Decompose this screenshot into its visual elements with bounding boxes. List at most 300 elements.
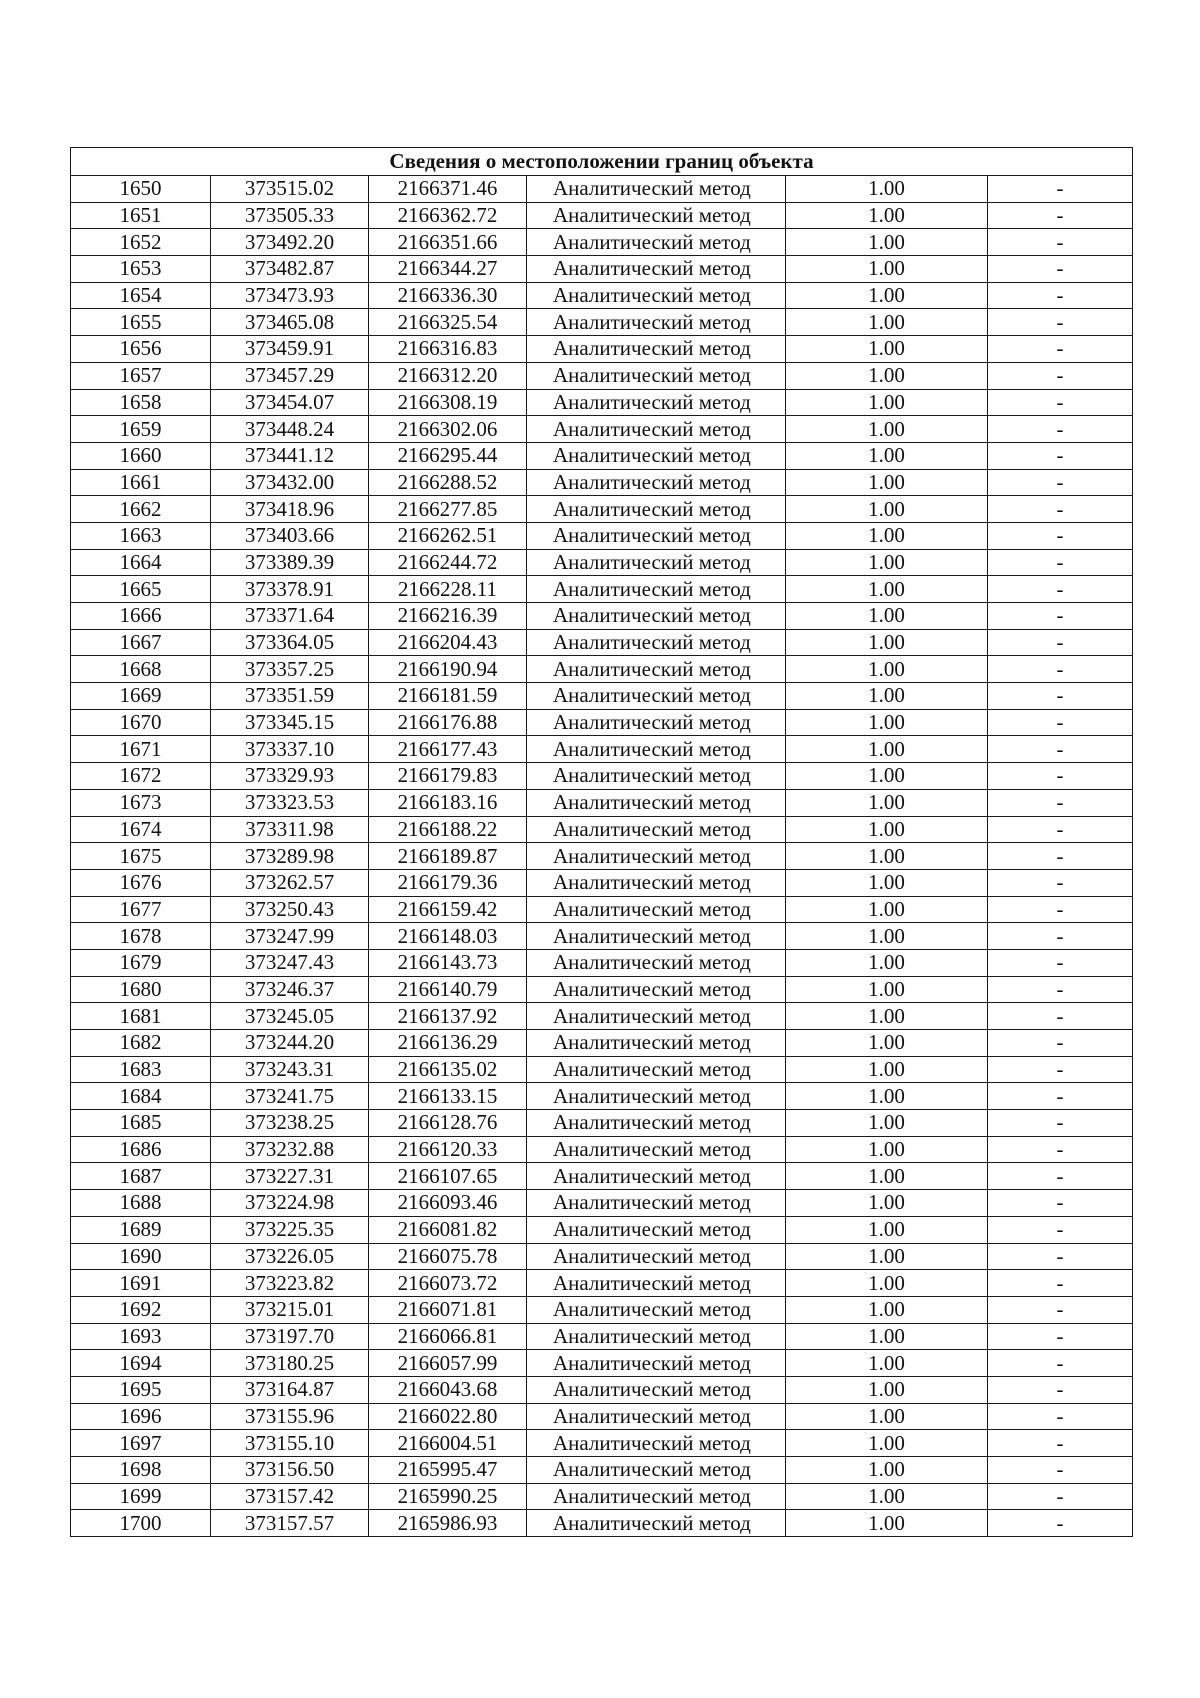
accuracy-value-cell: 1.00	[786, 1190, 988, 1217]
determination-method-cell: Аналитический метод	[527, 1190, 786, 1217]
accuracy-value-cell: 1.00	[786, 282, 988, 309]
coordinate-x-cell: 373289.98	[211, 843, 369, 870]
coordinate-y-cell: 2166107.65	[369, 1163, 527, 1190]
determination-method-cell: Аналитический метод	[527, 1083, 786, 1110]
accuracy-value-cell: 1.00	[786, 1136, 988, 1163]
point-number-cell: 1697	[71, 1430, 211, 1457]
accuracy-value-cell: 1.00	[786, 843, 988, 870]
coordinate-x-cell: 373238.25	[211, 1110, 369, 1137]
accuracy-value-cell: 1.00	[786, 736, 988, 763]
description-value-cell: -	[988, 1056, 1133, 1083]
coordinate-y-cell: 2166181.59	[369, 683, 527, 710]
point-number-cell: 1689	[71, 1216, 211, 1243]
determination-method-cell: Аналитический метод	[527, 789, 786, 816]
determination-method-cell: Аналитический метод	[527, 1510, 786, 1537]
table-row	[71, 496, 1133, 523]
coordinate-x-cell: 373432.00	[211, 469, 369, 496]
determination-method-cell: Аналитический метод	[527, 202, 786, 229]
accuracy-value-cell: 1.00	[786, 709, 988, 736]
accuracy-value-cell: 1.00	[786, 1376, 988, 1403]
coordinate-x-cell: 373243.31	[211, 1056, 369, 1083]
point-number-cell: 1690	[71, 1243, 211, 1270]
determination-method-cell: Аналитический метод	[527, 176, 786, 203]
table-title: Сведения о местоположении границ объекта	[71, 148, 1133, 176]
coordinate-y-cell: 2166148.03	[369, 923, 527, 950]
accuracy-value-cell: 1.00	[786, 1216, 988, 1243]
coordinate-x-cell: 373357.25	[211, 656, 369, 683]
coordinate-x-cell: 373418.96	[211, 496, 369, 523]
description-value-cell: -	[988, 576, 1133, 603]
table-row	[71, 1216, 1133, 1243]
coordinate-x-cell: 373441.12	[211, 442, 369, 469]
coordinate-y-cell: 2166216.39	[369, 603, 527, 630]
point-number-cell: 1687	[71, 1163, 211, 1190]
determination-method-cell: Аналитический метод	[527, 576, 786, 603]
point-number-cell: 1662	[71, 496, 211, 523]
point-number-cell: 1651	[71, 202, 211, 229]
determination-method-cell: Аналитический метод	[527, 1163, 786, 1190]
coordinate-x-cell: 373215.01	[211, 1296, 369, 1323]
accuracy-value-cell: 1.00	[786, 1510, 988, 1537]
coordinate-x-cell: 373457.29	[211, 362, 369, 389]
table-body	[71, 148, 1133, 1537]
coordinate-x-cell: 373225.35	[211, 1216, 369, 1243]
coordinate-x-cell: 373311.98	[211, 816, 369, 843]
table-row	[71, 282, 1133, 309]
coordinate-y-cell: 2166004.51	[369, 1430, 527, 1457]
description-value-cell: -	[988, 1376, 1133, 1403]
point-number-cell: 1664	[71, 549, 211, 576]
accuracy-value-cell: 1.00	[786, 309, 988, 336]
description-value-cell: -	[988, 362, 1133, 389]
accuracy-value-cell: 1.00	[786, 816, 988, 843]
coordinate-y-cell: 2166277.85	[369, 496, 527, 523]
coordinate-y-cell: 2166190.94	[369, 656, 527, 683]
coordinate-x-cell: 373223.82	[211, 1270, 369, 1297]
point-number-cell: 1674	[71, 816, 211, 843]
accuracy-value-cell: 1.00	[786, 869, 988, 896]
point-number-cell: 1671	[71, 736, 211, 763]
coordinate-y-cell: 2166244.72	[369, 549, 527, 576]
coordinate-x-cell: 373241.75	[211, 1083, 369, 1110]
coordinate-y-cell: 2166133.15	[369, 1083, 527, 1110]
accuracy-value-cell: 1.00	[786, 629, 988, 656]
coordinate-x-cell: 373244.20	[211, 1030, 369, 1057]
table-row	[71, 336, 1133, 363]
boundary-coordinates-table	[70, 147, 1133, 1537]
accuracy-value-cell: 1.00	[786, 362, 988, 389]
coordinate-y-cell: 2166295.44	[369, 442, 527, 469]
table-row	[71, 522, 1133, 549]
description-value-cell: -	[988, 683, 1133, 710]
determination-method-cell: Аналитический метод	[527, 229, 786, 256]
accuracy-value-cell: 1.00	[786, 256, 988, 283]
table-row	[71, 816, 1133, 843]
determination-method-cell: Аналитический метод	[527, 336, 786, 363]
determination-method-cell: Аналитический метод	[527, 1296, 786, 1323]
coordinate-y-cell: 2166075.78	[369, 1243, 527, 1270]
coordinate-x-cell: 373448.24	[211, 416, 369, 443]
description-value-cell: -	[988, 816, 1133, 843]
determination-method-cell: Аналитический метод	[527, 709, 786, 736]
point-number-cell: 1652	[71, 229, 211, 256]
point-number-cell: 1650	[71, 176, 211, 203]
coordinate-x-cell: 373492.20	[211, 229, 369, 256]
coordinate-x-cell: 373246.37	[211, 976, 369, 1003]
determination-method-cell: Аналитический метод	[527, 843, 786, 870]
description-value-cell: -	[988, 1350, 1133, 1377]
accuracy-value-cell: 1.00	[786, 389, 988, 416]
coordinate-x-cell: 373378.91	[211, 576, 369, 603]
coordinate-x-cell: 373337.10	[211, 736, 369, 763]
coordinate-y-cell: 2166188.22	[369, 816, 527, 843]
accuracy-value-cell: 1.00	[786, 683, 988, 710]
point-number-cell: 1678	[71, 923, 211, 950]
coordinate-x-cell: 373403.66	[211, 522, 369, 549]
coordinate-x-cell: 373250.43	[211, 896, 369, 923]
description-value-cell: -	[988, 1510, 1133, 1537]
coordinate-y-cell: 2166371.46	[369, 176, 527, 203]
coordinate-y-cell: 2166143.73	[369, 949, 527, 976]
table-row	[71, 1296, 1133, 1323]
point-number-cell: 1685	[71, 1110, 211, 1137]
determination-method-cell: Аналитический метод	[527, 1457, 786, 1484]
accuracy-value-cell: 1.00	[786, 1350, 988, 1377]
coordinate-y-cell: 2166204.43	[369, 629, 527, 656]
coordinate-y-cell: 2166022.80	[369, 1403, 527, 1430]
coordinate-x-cell: 373389.39	[211, 549, 369, 576]
determination-method-cell: Аналитический метод	[527, 1270, 786, 1297]
coordinate-x-cell: 373515.02	[211, 176, 369, 203]
coordinate-y-cell: 2166362.72	[369, 202, 527, 229]
table-row	[71, 656, 1133, 683]
point-number-cell: 1666	[71, 603, 211, 630]
point-number-cell: 1665	[71, 576, 211, 603]
table-row	[71, 1430, 1133, 1457]
description-value-cell: -	[988, 229, 1133, 256]
coordinate-x-cell: 373473.93	[211, 282, 369, 309]
description-value-cell: -	[988, 1243, 1133, 1270]
determination-method-cell: Аналитический метод	[527, 816, 786, 843]
accuracy-value-cell: 1.00	[786, 1323, 988, 1350]
point-number-cell: 1663	[71, 522, 211, 549]
point-number-cell: 1698	[71, 1457, 211, 1484]
description-value-cell: -	[988, 656, 1133, 683]
coordinate-x-cell: 373482.87	[211, 256, 369, 283]
accuracy-value-cell: 1.00	[786, 1270, 988, 1297]
table-row	[71, 1243, 1133, 1270]
coordinate-y-cell: 2166288.52	[369, 469, 527, 496]
table-row	[71, 1457, 1133, 1484]
coordinate-x-cell: 373245.05	[211, 1003, 369, 1030]
coordinate-y-cell: 2166136.29	[369, 1030, 527, 1057]
coordinate-y-cell: 2166302.06	[369, 416, 527, 443]
coordinate-y-cell: 2166228.11	[369, 576, 527, 603]
accuracy-value-cell: 1.00	[786, 1243, 988, 1270]
accuracy-value-cell: 1.00	[786, 416, 988, 443]
description-value-cell: -	[988, 1003, 1133, 1030]
description-value-cell: -	[988, 549, 1133, 576]
accuracy-value-cell: 1.00	[786, 1430, 988, 1457]
description-value-cell: -	[988, 256, 1133, 283]
description-value-cell: -	[988, 976, 1133, 1003]
determination-method-cell: Аналитический метод	[527, 1110, 786, 1137]
description-value-cell: -	[988, 389, 1133, 416]
determination-method-cell: Аналитический метод	[527, 1350, 786, 1377]
description-value-cell: -	[988, 1163, 1133, 1190]
point-number-cell: 1660	[71, 442, 211, 469]
coordinate-y-cell: 2166081.82	[369, 1216, 527, 1243]
description-value-cell: -	[988, 1323, 1133, 1350]
determination-method-cell: Аналитический метод	[527, 362, 786, 389]
description-value-cell: -	[988, 629, 1133, 656]
accuracy-value-cell: 1.00	[786, 202, 988, 229]
accuracy-value-cell: 1.00	[786, 576, 988, 603]
point-number-cell: 1688	[71, 1190, 211, 1217]
description-value-cell: -	[988, 416, 1133, 443]
description-value-cell: -	[988, 282, 1133, 309]
description-value-cell: -	[988, 789, 1133, 816]
point-number-cell: 1679	[71, 949, 211, 976]
coordinate-x-cell: 373329.93	[211, 763, 369, 790]
coordinate-y-cell: 2166351.66	[369, 229, 527, 256]
accuracy-value-cell: 1.00	[786, 1030, 988, 1057]
accuracy-value-cell: 1.00	[786, 549, 988, 576]
table-row	[71, 1163, 1133, 1190]
accuracy-value-cell: 1.00	[786, 656, 988, 683]
coordinate-x-cell: 373180.25	[211, 1350, 369, 1377]
coordinate-x-cell: 373371.64	[211, 603, 369, 630]
determination-method-cell: Аналитический метод	[527, 869, 786, 896]
point-number-cell: 1667	[71, 629, 211, 656]
point-number-cell: 1653	[71, 256, 211, 283]
point-number-cell: 1656	[71, 336, 211, 363]
coordinate-y-cell: 2166183.16	[369, 789, 527, 816]
accuracy-value-cell: 1.00	[786, 469, 988, 496]
coordinate-x-cell: 373226.05	[211, 1243, 369, 1270]
table-row	[71, 709, 1133, 736]
coordinate-x-cell: 373232.88	[211, 1136, 369, 1163]
coordinate-x-cell: 373351.59	[211, 683, 369, 710]
table-row	[71, 869, 1133, 896]
determination-method-cell: Аналитический метод	[527, 496, 786, 523]
coordinate-x-cell: 373155.10	[211, 1430, 369, 1457]
description-value-cell: -	[988, 202, 1133, 229]
description-value-cell: -	[988, 1270, 1133, 1297]
point-number-cell: 1686	[71, 1136, 211, 1163]
table-row	[71, 442, 1133, 469]
accuracy-value-cell: 1.00	[786, 763, 988, 790]
coordinate-x-cell: 373323.53	[211, 789, 369, 816]
accuracy-value-cell: 1.00	[786, 1056, 988, 1083]
table-row	[71, 1323, 1133, 1350]
table-row	[71, 1190, 1133, 1217]
table-row	[71, 416, 1133, 443]
table-row	[71, 1136, 1133, 1163]
determination-method-cell: Аналитический метод	[527, 522, 786, 549]
determination-method-cell: Аналитический метод	[527, 923, 786, 950]
table-row	[71, 683, 1133, 710]
determination-method-cell: Аналитический метод	[527, 416, 786, 443]
determination-method-cell: Аналитический метод	[527, 1056, 786, 1083]
description-value-cell: -	[988, 1136, 1133, 1163]
determination-method-cell: Аналитический метод	[527, 389, 786, 416]
point-number-cell: 1693	[71, 1323, 211, 1350]
accuracy-value-cell: 1.00	[786, 1083, 988, 1110]
determination-method-cell: Аналитический метод	[527, 1403, 786, 1430]
coordinate-y-cell: 2166325.54	[369, 309, 527, 336]
description-value-cell: -	[988, 309, 1133, 336]
accuracy-value-cell: 1.00	[786, 1403, 988, 1430]
table-row	[71, 576, 1133, 603]
point-number-cell: 1700	[71, 1510, 211, 1537]
table-row	[71, 789, 1133, 816]
coordinate-x-cell: 373156.50	[211, 1457, 369, 1484]
coordinate-y-cell: 2166179.83	[369, 763, 527, 790]
table-row	[71, 843, 1133, 870]
determination-method-cell: Аналитический метод	[527, 1243, 786, 1270]
coordinate-y-cell: 2166316.83	[369, 336, 527, 363]
table-row	[71, 603, 1133, 630]
coordinate-y-cell: 2166176.88	[369, 709, 527, 736]
coordinate-y-cell: 2166159.42	[369, 896, 527, 923]
table-row	[71, 923, 1133, 950]
description-value-cell: -	[988, 1216, 1133, 1243]
description-value-cell: -	[988, 1483, 1133, 1510]
coordinate-x-cell: 373262.57	[211, 869, 369, 896]
coordinate-x-cell: 373197.70	[211, 1323, 369, 1350]
accuracy-value-cell: 1.00	[786, 1110, 988, 1137]
determination-method-cell: Аналитический метод	[527, 1030, 786, 1057]
description-value-cell: -	[988, 949, 1133, 976]
accuracy-value-cell: 1.00	[786, 1457, 988, 1484]
table-row	[71, 1056, 1133, 1083]
point-number-cell: 1655	[71, 309, 211, 336]
coordinate-y-cell: 2165995.47	[369, 1457, 527, 1484]
point-number-cell: 1658	[71, 389, 211, 416]
point-number-cell: 1680	[71, 976, 211, 1003]
description-value-cell: -	[988, 442, 1133, 469]
coordinate-y-cell: 2166066.81	[369, 1323, 527, 1350]
determination-method-cell: Аналитический метод	[527, 736, 786, 763]
determination-method-cell: Аналитический метод	[527, 309, 786, 336]
table-row	[71, 309, 1133, 336]
coordinate-y-cell: 2166308.19	[369, 389, 527, 416]
coordinate-y-cell: 2166073.72	[369, 1270, 527, 1297]
coordinate-y-cell: 2166128.76	[369, 1110, 527, 1137]
description-value-cell: -	[988, 709, 1133, 736]
description-value-cell: -	[988, 896, 1133, 923]
description-value-cell: -	[988, 336, 1133, 363]
point-number-cell: 1661	[71, 469, 211, 496]
accuracy-value-cell: 1.00	[786, 1163, 988, 1190]
table-row	[71, 389, 1133, 416]
determination-method-cell: Аналитический метод	[527, 896, 786, 923]
determination-method-cell: Аналитический метод	[527, 549, 786, 576]
description-value-cell: -	[988, 1403, 1133, 1430]
table-row	[71, 1030, 1133, 1057]
point-number-cell: 1659	[71, 416, 211, 443]
accuracy-value-cell: 1.00	[786, 976, 988, 1003]
description-value-cell: -	[988, 522, 1133, 549]
description-value-cell: -	[988, 603, 1133, 630]
point-number-cell: 1694	[71, 1350, 211, 1377]
accuracy-value-cell: 1.00	[786, 336, 988, 363]
coordinate-x-cell: 373345.15	[211, 709, 369, 736]
determination-method-cell: Аналитический метод	[527, 1376, 786, 1403]
coordinate-y-cell: 2166093.46	[369, 1190, 527, 1217]
determination-method-cell: Аналитический метод	[527, 256, 786, 283]
table-row	[71, 629, 1133, 656]
coordinate-x-cell: 373247.43	[211, 949, 369, 976]
point-number-cell: 1681	[71, 1003, 211, 1030]
table-row	[71, 1270, 1133, 1297]
description-value-cell: -	[988, 1110, 1133, 1137]
point-number-cell: 1675	[71, 843, 211, 870]
determination-method-cell: Аналитический метод	[527, 656, 786, 683]
description-value-cell: -	[988, 843, 1133, 870]
determination-method-cell: Аналитический метод	[527, 603, 786, 630]
accuracy-value-cell: 1.00	[786, 229, 988, 256]
determination-method-cell: Аналитический метод	[527, 1483, 786, 1510]
determination-method-cell: Аналитический метод	[527, 282, 786, 309]
coordinate-y-cell: 2166137.92	[369, 1003, 527, 1030]
coordinate-x-cell: 373505.33	[211, 202, 369, 229]
coordinate-y-cell: 2166177.43	[369, 736, 527, 763]
table-row	[71, 549, 1133, 576]
coordinate-x-cell: 373155.96	[211, 1403, 369, 1430]
coordinate-y-cell: 2166043.68	[369, 1376, 527, 1403]
table-row	[71, 896, 1133, 923]
description-value-cell: -	[988, 469, 1133, 496]
description-value-cell: -	[988, 1430, 1133, 1457]
description-value-cell: -	[988, 763, 1133, 790]
accuracy-value-cell: 1.00	[786, 522, 988, 549]
point-number-cell: 1673	[71, 789, 211, 816]
table-row	[71, 1376, 1133, 1403]
point-number-cell: 1684	[71, 1083, 211, 1110]
coordinate-y-cell: 2166071.81	[369, 1296, 527, 1323]
coordinate-x-cell: 373164.87	[211, 1376, 369, 1403]
description-value-cell: -	[988, 736, 1133, 763]
coordinate-y-cell: 2166135.02	[369, 1056, 527, 1083]
coordinate-y-cell: 2166140.79	[369, 976, 527, 1003]
accuracy-value-cell: 1.00	[786, 1296, 988, 1323]
point-number-cell: 1657	[71, 362, 211, 389]
description-value-cell: -	[988, 176, 1133, 203]
coordinate-x-cell: 373454.07	[211, 389, 369, 416]
accuracy-value-cell: 1.00	[786, 789, 988, 816]
coordinate-x-cell: 373157.42	[211, 1483, 369, 1510]
table-row	[71, 976, 1133, 1003]
description-value-cell: -	[988, 1296, 1133, 1323]
determination-method-cell: Аналитический метод	[527, 442, 786, 469]
table-row	[71, 736, 1133, 763]
table-row	[71, 1483, 1133, 1510]
description-value-cell: -	[988, 923, 1133, 950]
description-value-cell: -	[988, 1030, 1133, 1057]
point-number-cell: 1691	[71, 1270, 211, 1297]
coordinate-y-cell: 2166344.27	[369, 256, 527, 283]
table-row	[71, 256, 1133, 283]
point-number-cell: 1695	[71, 1376, 211, 1403]
point-number-cell: 1654	[71, 282, 211, 309]
accuracy-value-cell: 1.00	[786, 949, 988, 976]
point-number-cell: 1669	[71, 683, 211, 710]
accuracy-value-cell: 1.00	[786, 1003, 988, 1030]
table-row	[71, 1350, 1133, 1377]
point-number-cell: 1672	[71, 763, 211, 790]
